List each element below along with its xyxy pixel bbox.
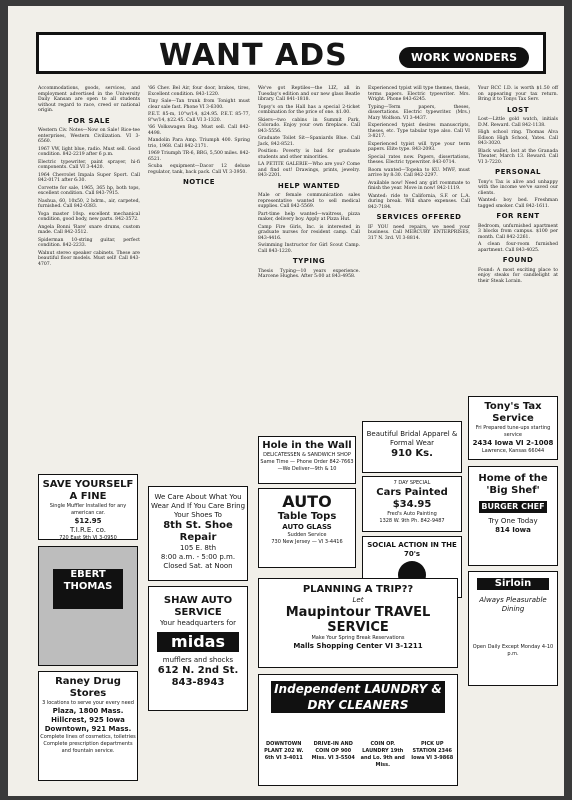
- column-5: [478, 86, 558, 286]
- location: DRIVE-IN AND COIN OP 900 Miss. VI 3-5504: [311, 741, 355, 761]
- ad-title: Home of the 'Big Shef': [478, 473, 548, 496]
- ad-title: Hole in the Wall: [262, 440, 352, 451]
- classified-ad: Mandolin Para Amp. Triumph 400. Spring trio, 1968. Call 842-2171.: [148, 138, 250, 149]
- hole-in-the-wall-ad: [258, 436, 356, 484]
- classified-ad: Wanted: boy bed. Freshman tagged smoker. Call 842-1611.: [478, 198, 558, 209]
- auto-glass-ad: [258, 488, 356, 568]
- classified-ad: Found: A most exciting place to enjoy steaks for candlelight at their Steak Lorain.: [478, 267, 558, 284]
- ad-title: SAVE YOURSELF A FINE: [42, 479, 134, 502]
- ad-title: SHAW AUTO SERVICE: [163, 595, 233, 618]
- ad-subtitle: Cars Painted: [376, 487, 448, 498]
- shaw-auto-ad: [148, 586, 248, 711]
- classified-ad: Male or female communication sales representative wanted to sell medical supplies. Call 842-5569.: [258, 193, 360, 209]
- ad-title: Beautiful Bridal Apparel & Formal Wear: [366, 430, 458, 447]
- ad-body: We Care About What You Wear And If You Care Bring Your Shoes To: [150, 493, 246, 519]
- work-wonders-ribbon: WORK WONDERS: [399, 47, 529, 68]
- tonys-tax-ad: [468, 396, 558, 460]
- ad-title: AUTO: [282, 492, 332, 511]
- classified-ad: Electric typewriter, paint sprayer, hi-fi components. Call VI 3-4420.: [38, 159, 140, 170]
- classified-ad: Thesis Typing—10 years experience. Marcene Hughes. After 5:00 at 843-4958.: [258, 268, 360, 279]
- section-personal: PERSONAL: [494, 168, 542, 176]
- newspaper-page: [8, 6, 564, 796]
- ad-footer: Complete lines of cosmetics, toiletries: [40, 734, 136, 740]
- classified-ad: '66 Chev. Bel Air, four door, brakes, tires, Excellent condition. 843-1220.: [148, 86, 250, 97]
- ad-body: Single Muffler Installed for any american car.: [49, 503, 127, 516]
- ad-service: Sudden Service: [287, 532, 327, 538]
- classified-ad: Wanted: ride to California, S.F. or L.A. during break. Will share expenses. Call 842-7184.: [368, 193, 470, 210]
- classified-ad: High school ring. Thomas Alva Edison High School, Yates. Call 843-3020.: [478, 130, 558, 146]
- classified-ad: Angela Bonni 'Rare' snare drums, custom made. Call 842-3512.: [38, 224, 140, 235]
- ad-let: Let: [352, 596, 364, 604]
- section-for-sale: FOR SALE: [67, 116, 111, 125]
- ad-shop: Malls Shopping Center VI 3-1211: [293, 642, 423, 650]
- sirloin-ad: [468, 571, 558, 686]
- classified-ad: Camp Fire Girls, Inc. is interested in graduate nurses for resident camp. Call 843-4416.: [258, 224, 360, 241]
- ad-address: 1328 W. 9th Ph. 842-9487: [379, 518, 445, 524]
- ebert-name: EBERT THOMAS: [53, 569, 123, 609]
- ad-city: Lawrence, Kansas 66044: [481, 448, 545, 454]
- burger-logo: BURGER CHEF: [479, 501, 547, 513]
- classified-ad: Nashua, 60, 10x50, 2 bdrm., air, carpeted, furnished. Call 842-0383.: [38, 198, 140, 209]
- bridal-ad: [362, 421, 462, 473]
- classified-ad: Bedroom, unfurnished apartment 3 blocks from campus. $100 per month. Call 842-2261.: [478, 223, 558, 240]
- location: PICK UP STATION 2346 Iowa VI 3-9868: [411, 741, 454, 761]
- classified-ad: Western Civ. Notes—Now on Sale! Rice-tee enterprises, Western Civilization. VI 3-6560.: [38, 128, 140, 144]
- classified-ad: Skiers—two cabins in Summit Park, Colorado. Enjoy your own fireplace. Call 843-5556.: [258, 117, 360, 134]
- ad-address: 910 Ks.: [391, 448, 433, 459]
- ad-location: Downtown, 921 Mass.: [44, 725, 132, 733]
- ad-price: $34.95: [392, 499, 432, 510]
- classified-ad: A clean four-room furnished apartment. Call 843-4025.: [478, 242, 558, 253]
- ad-shop: T.I.R.E. co.: [70, 526, 106, 534]
- classified-ad: Typing—Term papers, theses, dissertations. Electric typewriter. (Mrs.) Mary Wolfson. VI 3-4437.: [368, 104, 470, 121]
- ad-title: Always Pleasurable Dining: [479, 596, 547, 613]
- section-found: FOUND: [502, 256, 534, 264]
- classified-ad: Corvette for sale, 1965, 365 hp, both tops, excellent condition. Call 843-7915.: [38, 185, 140, 196]
- ad-subtitle: Your headquarters for: [159, 619, 237, 627]
- ad-closed: Closed Sat. at Noon: [163, 562, 233, 570]
- ad-tops: Table Tops: [277, 511, 337, 522]
- classified-ad: Experienced typist will type your term papers. Elite type. 843-2093.: [368, 141, 470, 152]
- section-lost: LOST: [507, 105, 529, 114]
- ad-shop: Fred's Auto Painting: [387, 511, 437, 517]
- classified-ad: Black wallet, lost at the Granada Theater, March 13. Reward. Call VI 3-7220.: [478, 148, 558, 165]
- ad-hours: 8:00 a.m. - 5:00 p.m.: [160, 553, 236, 561]
- column-2: [148, 86, 250, 190]
- column-1: [38, 86, 140, 269]
- ad-address: 720 East 9th VI 3-0950: [59, 535, 117, 540]
- classified-ad: Spiderman 10-string guitar, perfect condition. 842-2233.: [38, 237, 140, 248]
- burger-chef-ad: [468, 466, 558, 566]
- car-paint-ad: [362, 476, 462, 532]
- classified-ad: Your RCC I.D. is worth $1.50 off on appearing your tax return. Bring it to Tonys Tax Serv.: [478, 86, 558, 102]
- ad-title: Tony's Tax Service: [484, 401, 542, 424]
- want-ads-title: WANT ADS: [159, 38, 348, 73]
- ad-try: Try One Today: [488, 517, 538, 525]
- classified-ad: Experienced typist desires manuscripts, theses, etc. Type tabular type also. Call VI 3-8217.: [368, 123, 470, 139]
- classified-ad: Tony's Tax is alive and unhappy with the income we've saved our clients.: [478, 179, 558, 196]
- ad-hours: Open Daily Except Monday 4-10 p.m.: [472, 644, 554, 657]
- section-typing: TYPING: [292, 257, 326, 265]
- laundry-locations: [259, 741, 457, 769]
- ad-title: SOCIAL ACTION IN THE 70's: [367, 541, 457, 558]
- ad-phone: 843-8943: [171, 677, 225, 688]
- want-ads-header: [36, 32, 546, 74]
- location: DOWNTOWN PLANT 202 W. 6th VI 3-4011: [264, 741, 304, 761]
- section-notice: NOTICE: [182, 178, 216, 186]
- classified-ad: We've got Reptiles—the LIZ, all in Tuesday's edition and our new glass Beatle library. Call 841-1818.: [258, 86, 360, 102]
- column-4: [368, 86, 470, 243]
- classified-ad: Experienced typist will type themes, thesis, terms papers. Electric typewriter. Mrs. Wright. Phone 843-6245.: [368, 86, 470, 102]
- ad-name: Maupintour TRAVEL SERVICE: [285, 605, 431, 635]
- ad-title: Raney Drug Stores: [55, 676, 121, 699]
- ad-address: 2434 Iowa VI 2-1008: [472, 439, 554, 447]
- ad-title: 8th St. Shoe Repair: [163, 520, 233, 543]
- classified-ad: Part-time help wanted—waitress, pizza maker, delivery boy. Apply at Pizza Hut.: [258, 211, 360, 222]
- ad-subtitle: Make Your Spring Break Reservations: [311, 635, 405, 641]
- ad-body: 3 locations to serve your every need: [42, 700, 134, 706]
- ad-footer: Complete prescription departments and fountain service.: [43, 741, 133, 754]
- classified-ad: 1967 VW, light blue, radio. Must sell. Good condition. 842-2219 after 6 p.m.: [38, 146, 140, 157]
- classified-ad: Position: Poverty is bad for graduate students and other minorities.: [258, 149, 360, 160]
- ad-title: 7 DAY SPECIAL: [393, 480, 431, 486]
- tire-co-ad: [38, 474, 138, 540]
- classified-ad: Yoga master 10sp. excellent mechanical condition, good body, new parts. 842-3572.: [38, 211, 140, 222]
- classified-ad: 1969 Triumph TR-6, BRG, 5,500 miles. 842-6521.: [148, 151, 250, 162]
- section-services-offered: SERVICES OFFERED: [376, 213, 462, 221]
- classified-ad: Graduate Toilet Sit—Spaniards Blue. Call Jack, 842-8521.: [258, 136, 360, 147]
- classified-ad: Room wanted—Topeka to KU. MWF, must arrive by 8:30. Call 842-2297.: [368, 167, 470, 178]
- classified-ad: Special rates now. Papers, dissertations, theses. Electric typewriter. 843-0714.: [368, 154, 470, 165]
- ad-location: Plaza, 1800 Mass.: [52, 707, 124, 715]
- classified-ad: 1964 Chevrolet Impala Super Sport. Call 842-0171 after 6:30.: [38, 172, 140, 183]
- ad-title: Independent LAUNDRY & DRY CLEANERS: [271, 681, 445, 713]
- independent-laundry-ad: [258, 674, 458, 786]
- location: COIN OP. LAUNDRY 19th and Lo. 9th and Miss.: [360, 741, 405, 768]
- ad-address: 105 E. 8th: [179, 544, 217, 552]
- ebert-thomas-ad: [38, 546, 138, 666]
- ad-address: 730 New Jersey — VI 3-4416: [271, 539, 343, 545]
- raney-drug-ad: [38, 671, 138, 781]
- classified-ad: P.E.T. 85-m, 10"w/14, $24.95. P.E.T. 85-77, 8"w/14, $22.45. Call VI 3-1320.: [148, 112, 250, 123]
- classified-ad: Walnut stereo speaker cabinets. These are beautiful floor models. Must sell! Call 843-4707.: [38, 250, 140, 267]
- section-help-wanted: HELP WANTED: [277, 181, 341, 190]
- classified-ad: Tiny Sale—Tan trunk from Tonight must clear sale fast. Phone VI 3-6300.: [148, 99, 250, 110]
- ad-address: 814 Iowa: [495, 526, 531, 534]
- ad-title: PLANNING A TRIP??: [302, 584, 414, 595]
- sirloin-logo: Sirloin: [477, 578, 549, 590]
- ad-glass: AUTO GLASS: [282, 523, 332, 531]
- maupintour-ad: [258, 578, 458, 668]
- ad-subtitle: Fri Prepared tune-ups starting service: [475, 425, 551, 438]
- ad-items: mufflers and shocks: [162, 656, 234, 664]
- ad-price: $12.95: [74, 517, 102, 525]
- classified-ad: Lost—Little gold watch, initials D.M. Reward. Call 842-1138.: [478, 117, 558, 128]
- classified-ad: Accommodations, goods, services, and employment advertised in the University Daily Kansan are open to all students without regard to race, creed or national origin.: [38, 86, 140, 113]
- section-for-rent: FOR RENT: [496, 212, 540, 220]
- classified-ad: Scuba equipment—Dacor 12 deluxe regulator, tank, back pack. Call VI 3-3950.: [148, 164, 250, 175]
- classified-ad: LA PETITE GALERIE—Who are you? Come and find out! Drawings, prints, jewelry. 843-2201.: [258, 162, 360, 178]
- column-3: [258, 86, 360, 282]
- ad-address: 612 N. 2nd St.: [157, 665, 239, 676]
- ad-location: Hillcrest, 925 Iowa: [51, 716, 125, 724]
- ad-subtitle: DELICATESSEN & SANDWICH SHOP: [263, 452, 351, 458]
- classified-ad: '66 Volkswagen Bug. Must sell. Call 842-4498.: [148, 125, 250, 136]
- classified-ad: Topsy's on the Hall has a special 2-ticket combination for the price of one. $1.00.: [258, 104, 360, 115]
- shoe-repair-ad: [148, 486, 248, 581]
- classified-ad: IF YOU need repairs, we need your business. Call MERCURY ENTERPRISES, 317 N. 3rd. VI 3-8814.: [368, 224, 470, 241]
- classified-ad: Swimming Instructor for Girl Scout Camp. Call 843-1220.: [258, 243, 360, 254]
- midas-logo: midas: [157, 632, 239, 652]
- ad-phone: Same Time — Phone Order 842-7663—We Deliver—9th & 10: [260, 459, 354, 472]
- classified-ad: Available now! Need any girl roommate to finish the year. Move in now! 842-1119.: [368, 180, 470, 191]
